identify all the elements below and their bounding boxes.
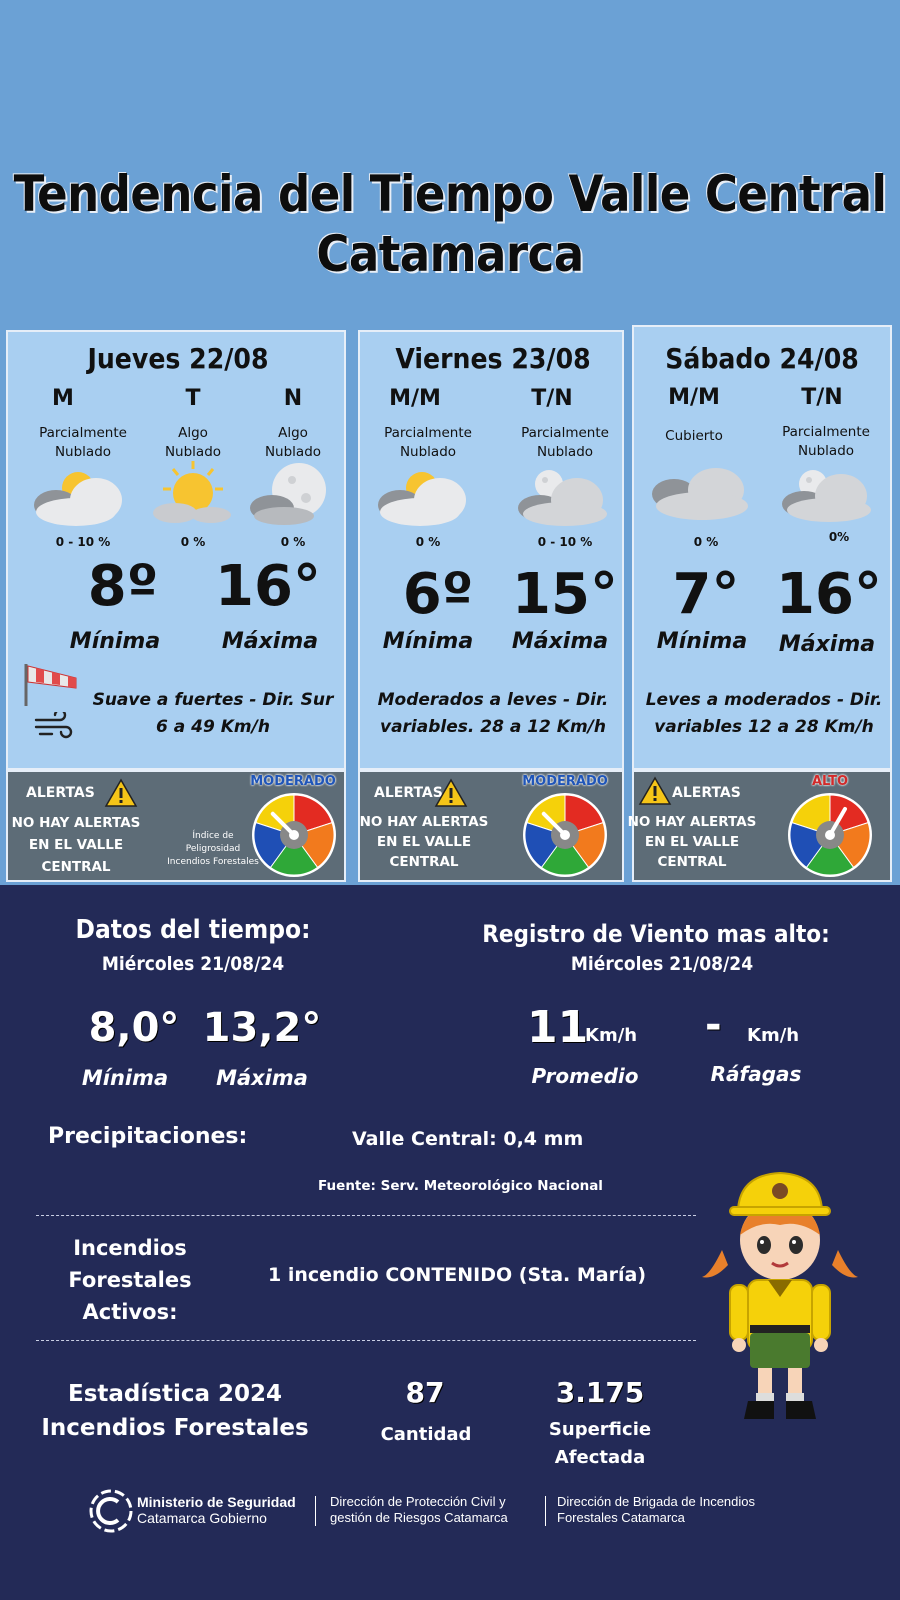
wind-average-label: Promedio: [531, 1064, 639, 1088]
viento-title: Registro de Viento mas alto:: [482, 920, 830, 948]
wind-forecast: Leves a moderados - Dir. variables 12 a 28 Km/h: [645, 690, 883, 737]
condition-text: Parcialmente Nublado: [782, 424, 870, 459]
incendios-label: Incendios Forestales Activos:: [68, 1236, 192, 1324]
max-temperature: 16°: [776, 562, 882, 627]
condition-text: Cubierto: [665, 428, 723, 444]
footer-ministerio: Ministerio de Seguridad Catamarca Gobierno: [137, 1494, 296, 1526]
partly-cloudy-icon: [370, 460, 480, 530]
datos-title: Datos del tiempo:: [75, 915, 311, 945]
period-label: T/N: [801, 385, 843, 410]
alert-text: NO HAY ALERTAS EN EL VALLE CENTRAL: [11, 815, 141, 875]
divider: [36, 1215, 696, 1216]
incendios-value: 1 incendio CONTENIDO (Sta. María): [268, 1264, 646, 1286]
forecast-card-jueves: [6, 330, 346, 770]
precip-chance: 0 %: [693, 535, 719, 549]
precip-chance: 0 - 10 %: [55, 535, 111, 549]
forecast-card-viernes: [358, 330, 624, 770]
min-label: Mínima: [69, 629, 161, 654]
day-title: Viernes 23/08: [395, 342, 591, 375]
warning-icon: [434, 778, 468, 808]
alert-heading: ALERTAS: [26, 785, 95, 801]
alert-text: NO HAY ALERTAS EN EL VALLE CENTRAL: [359, 814, 489, 870]
gauge-level: ALTO: [811, 774, 849, 789]
precip-label: Precipitaciones:: [48, 1124, 248, 1149]
period-label: M: [52, 386, 74, 411]
wind-gust-value: -: [705, 1002, 722, 1048]
observed-max-label: Máxima: [216, 1066, 308, 1090]
precip-chance: 0 %: [180, 535, 206, 549]
precip-chance: 0%: [828, 530, 850, 544]
fire-count-label: Cantidad: [380, 1424, 472, 1445]
observed-min-label: Mínima: [81, 1066, 169, 1090]
alert-heading: ALERTAS: [672, 785, 741, 801]
precip-chance: 0 %: [280, 535, 306, 549]
fire-danger-gauge: [251, 792, 337, 878]
max-temperature: 15°: [512, 562, 618, 627]
max-label: Máxima: [221, 629, 319, 654]
page-title-location: Catamarca: [316, 225, 584, 283]
fire-danger-gauge: [787, 792, 873, 878]
page-title: Tendencia del Tiempo Valle Central: [13, 165, 887, 223]
alert-text: NO HAY ALERTAS EN EL VALLE CENTRAL: [627, 814, 757, 870]
alert-panel-sabado: [627, 770, 892, 882]
brigadista-mascot-illustration: [700, 1165, 860, 1465]
day-title: Jueves 22/08: [87, 342, 269, 375]
min-temperature: 8º: [87, 554, 159, 619]
condition-text: Parcialmente Nublado: [384, 425, 472, 460]
min-label: Mínima: [382, 629, 474, 654]
gauge-level: MODERADO: [250, 774, 336, 789]
alert-heading: ALERTAS: [374, 785, 443, 801]
gauge-level: MODERADO: [522, 774, 608, 789]
burned-area-label: Superficie Afectada: [548, 1419, 652, 1468]
cloud-icon: [646, 462, 758, 524]
warning-icon: [638, 776, 672, 806]
data-source: Fuente: Serv. Meteorológico Nacional: [318, 1178, 603, 1194]
wind-average-unit: Km/h: [585, 1025, 638, 1046]
fire-count: 87: [405, 1376, 445, 1409]
min-temperature: 6º: [402, 562, 474, 627]
alert-panel-jueves: [6, 770, 346, 882]
period-label: T/N: [531, 386, 573, 411]
viento-date: Miércoles 21/08/24: [570, 953, 754, 975]
fire-danger-gauge: [522, 792, 608, 878]
wind-gust-label: Ráfagas: [710, 1062, 802, 1086]
windsock-icon: [22, 662, 80, 706]
gauge-note: Índice de Peligrosidad Incendios Forestales: [167, 831, 259, 867]
divider: [36, 1340, 696, 1341]
period-label: M/M: [389, 386, 441, 411]
condition-text: Parcialmente Nublado: [521, 425, 609, 460]
max-label: Máxima: [778, 632, 876, 657]
footer-separator: [545, 1496, 546, 1526]
period-label: T: [185, 386, 201, 411]
max-label: Máxima: [511, 629, 609, 654]
warning-icon: [104, 778, 138, 808]
wind-forecast: Suave a fuertes - Dir. Sur 6 a 49 Km/h: [92, 690, 334, 737]
moon-cloud-icon: [515, 462, 615, 530]
moon-cloud-icon: [244, 460, 340, 530]
min-temperature: 7°: [672, 562, 740, 627]
condition-text: Algo Nublado: [164, 425, 222, 460]
sun-cloud-icon: [145, 457, 240, 529]
wind-forecast: Moderados a leves - Dir. variables. 28 a 12 Km/h: [377, 690, 609, 737]
day-title: Sábado 24/08: [665, 342, 859, 375]
observed-min: 8,0°: [88, 1005, 180, 1051]
min-label: Mínima: [656, 629, 748, 654]
wind-gust-unit: Km/h: [747, 1025, 800, 1046]
moon-cloud-icon: [779, 462, 879, 530]
period-label: N: [283, 386, 303, 411]
estadistica-label: Estadística 2024 Incendios Forestales: [41, 1381, 309, 1441]
condition-text: Parcialmente Nublado: [39, 425, 127, 460]
precip-chance: 0 - 10 %: [537, 535, 593, 549]
footer-direccion-proteccion-civil: Dirección de Protección Civil y gestión de Riesgos Catamarca: [330, 1494, 508, 1525]
footer-direccion-brigada: Dirección de Brigada de Incendios Forestales Catamarca: [557, 1494, 756, 1525]
alert-panel-viernes: [358, 770, 624, 882]
precip-value: Valle Central: 0,4 mm: [352, 1128, 584, 1150]
observed-max: 13,2°: [202, 1005, 322, 1051]
ministerio-logo-icon: [88, 1488, 134, 1534]
partly-cloudy-icon: [26, 460, 136, 530]
footer-separator: [315, 1496, 316, 1526]
precip-chance: 0 %: [415, 535, 441, 549]
forecast-card-sabado: [632, 325, 892, 770]
wind-average-value: 11: [527, 1002, 589, 1053]
burned-area: 3.175: [555, 1376, 645, 1409]
datos-date: Miércoles 21/08/24: [101, 953, 285, 975]
period-label: M/M: [668, 385, 720, 410]
wind-icon: [34, 712, 74, 740]
max-temperature: 16°: [215, 554, 321, 619]
condition-text: Algo Nublado: [264, 425, 322, 460]
